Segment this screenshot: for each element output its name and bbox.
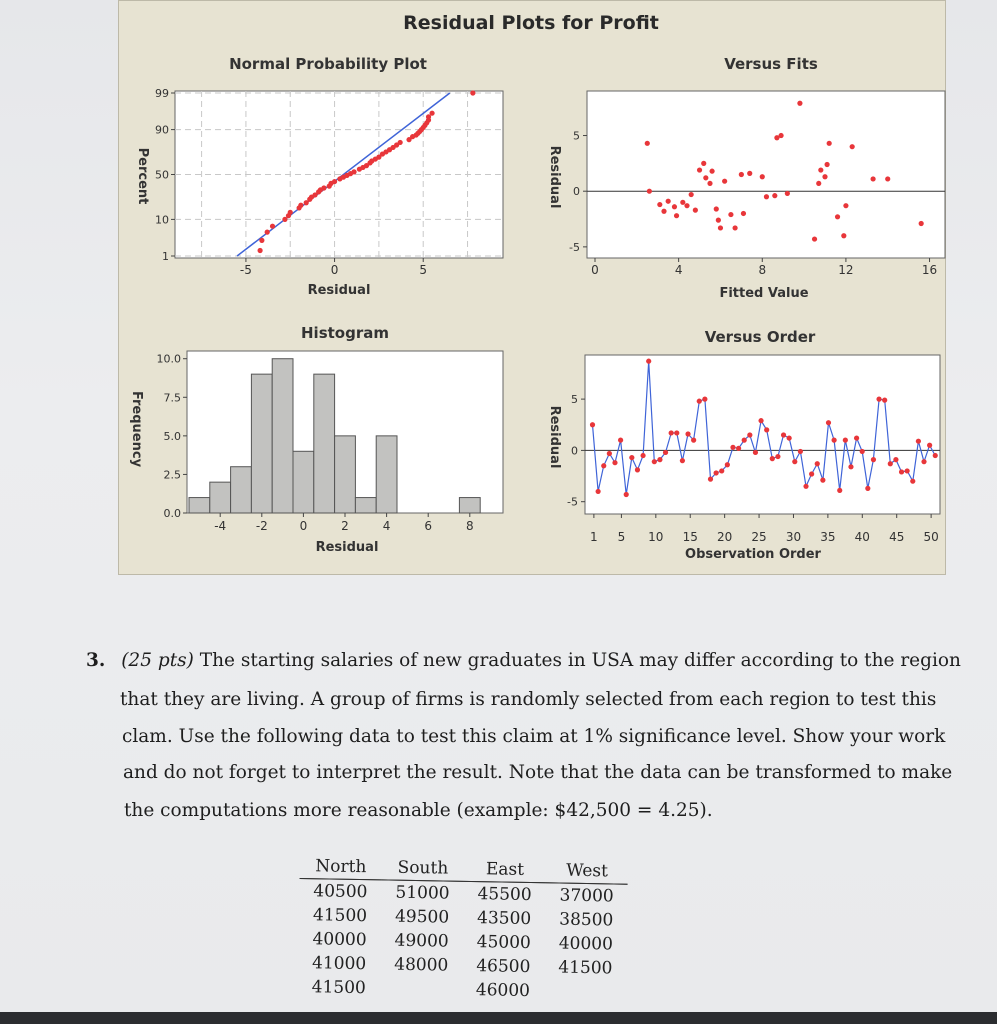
npp-title: Normal Probability Plot (229, 55, 427, 73)
fits-point (722, 179, 727, 184)
table-cell: 51000 (395, 882, 450, 904)
table-cell: 41500 (558, 957, 613, 979)
fits-ylabel: Residual (547, 145, 562, 209)
npp-xtick-label: -5 (239, 263, 252, 277)
figure-title: Residual Plots for Profit (403, 12, 659, 34)
residual-plots-svg (119, 1, 947, 576)
order-point (607, 451, 612, 456)
order-xtick-label: 30 (785, 530, 802, 544)
question-text-2: that they are living. A group of firms is randomly selected from each region to test this (120, 689, 937, 710)
order-point (669, 430, 674, 435)
fits-ytick-label: 5 (573, 129, 580, 143)
npp-point (288, 210, 293, 215)
fits-point (697, 167, 702, 172)
question-text-3: clam. Use the following data to test this claim at 1% significance level. Show your work (122, 726, 946, 747)
order-point (663, 450, 668, 455)
hist-ytick-label: 0.0 (163, 507, 181, 520)
order-point (882, 398, 887, 403)
fits-point (718, 225, 723, 230)
hist-ytick-label: 5.0 (163, 429, 181, 443)
fits-point (680, 200, 685, 205)
fits-point (672, 204, 677, 209)
question-line-1 (86, 650, 961, 671)
order-point (860, 449, 865, 454)
hist-ytick-label: 7.5 (163, 391, 181, 405)
order-plot-area (585, 355, 940, 514)
table-cell (544, 979, 627, 1004)
order-point (624, 492, 629, 497)
fits-point (785, 191, 790, 196)
order-point (708, 477, 713, 482)
order-point (674, 430, 679, 435)
order-point (742, 438, 747, 443)
fits-point (919, 221, 924, 226)
hist-bar (314, 374, 335, 513)
order-point (837, 488, 842, 493)
order-point (657, 457, 662, 462)
table-cell: 41000 (311, 953, 367, 975)
npp-xlabel: Residual (307, 283, 371, 298)
order-point (843, 438, 848, 443)
fits-point (885, 176, 890, 181)
npp-ytick-label: 50 (155, 168, 169, 182)
hist-xtick-label: 2 (341, 519, 349, 533)
fits-point (684, 203, 689, 208)
fits-point (827, 141, 832, 146)
fits-point (709, 169, 714, 174)
order-point (910, 479, 915, 484)
hist-xlabel: Residual (315, 540, 379, 555)
order-xtick-label: 10 (648, 530, 664, 544)
order-point (893, 457, 898, 462)
npp-point (332, 179, 337, 184)
npp-point (470, 90, 475, 95)
order-point (854, 435, 859, 440)
order-point (888, 461, 893, 466)
order-point (680, 458, 685, 463)
order-point (815, 461, 820, 466)
fits-ytick-label: -5 (569, 240, 580, 254)
npp-point (259, 238, 264, 243)
hist-xtick-label: 4 (382, 519, 391, 533)
hist-bar (189, 498, 210, 513)
table-cell: 40500 (313, 881, 368, 903)
npp-point (398, 140, 403, 145)
fits-point (661, 209, 666, 214)
fits-point (666, 199, 671, 204)
order-point (792, 459, 797, 464)
fits-point (714, 206, 719, 211)
order-point (691, 438, 696, 443)
npp-point (298, 203, 303, 208)
order-point (781, 432, 786, 437)
question-text-4: and do not forget to interpret the result. Note that the data can be transformed to make (123, 762, 953, 783)
fits-point (812, 236, 817, 241)
npp-ytick-label: 99 (155, 87, 169, 100)
fits-title: Versus Fits (724, 55, 818, 73)
order-point (927, 443, 932, 448)
order-point (798, 449, 803, 454)
order-xtick-label: 45 (889, 530, 905, 544)
order-point (697, 399, 702, 404)
table-cell: 49500 (394, 906, 450, 928)
npp-ylabel: Percent (135, 147, 150, 205)
fits-point (818, 167, 823, 172)
order-point (747, 432, 752, 437)
residual-plots-figure (118, 0, 946, 575)
order-point (590, 422, 595, 427)
fits-point (741, 211, 746, 216)
fits-point (645, 141, 650, 146)
question-text-1: The starting salaries of new graduates in USA may differ according to the region (199, 650, 961, 671)
table-header-east: East (464, 859, 546, 883)
order-point (809, 471, 814, 476)
fits-point (739, 172, 744, 177)
fits-point (701, 161, 706, 166)
hist-bar (293, 451, 314, 513)
order-point (803, 484, 808, 489)
table-cell: 45000 (476, 932, 531, 954)
npp-xtick-label: 5 (419, 263, 428, 277)
fits-point (772, 193, 777, 198)
hist-xtick-label: -4 (214, 519, 227, 533)
fits-point (732, 225, 737, 230)
table-header-north: North (300, 856, 382, 880)
npp-xtick-label: 0 (330, 263, 339, 277)
order-point (871, 457, 876, 462)
order-point (601, 463, 606, 468)
order-point (865, 486, 870, 491)
order-point (787, 435, 792, 440)
npp-point (351, 169, 356, 174)
npp-point (265, 230, 270, 235)
hist-bar (376, 436, 397, 513)
npp-point (321, 185, 326, 190)
order-point (876, 397, 881, 402)
npp-ytick-label: 90 (155, 123, 169, 137)
order-point (764, 427, 769, 432)
fits-xtick-label: 8 (758, 263, 767, 277)
order-ytick-label: 5 (571, 393, 578, 407)
question-text-5: the computations more reasonable (example: $42,500 = 4.25). (124, 800, 713, 821)
table-header-west: West (546, 860, 628, 884)
npp-point (258, 248, 263, 253)
order-title: Versus Order (704, 328, 816, 346)
hist-xtick-label: -2 (255, 519, 268, 533)
table-cell: 49000 (394, 930, 449, 952)
fits-xtick-label: 12 (838, 263, 854, 277)
order-xlabel: Observation Order (685, 547, 821, 562)
fits-point (647, 189, 652, 194)
order-point (725, 462, 730, 467)
npp-ytick-label: 10 (155, 213, 169, 227)
question-points: (25 pts) (121, 650, 194, 671)
order-point (899, 469, 904, 474)
fits-point (728, 212, 733, 217)
hist-bar (335, 436, 356, 513)
order-point (736, 446, 741, 451)
hist-xtick-label: 6 (424, 519, 433, 533)
fits-point (850, 144, 855, 149)
hist-bar (459, 498, 480, 513)
order-point (629, 455, 634, 460)
table-cell: 37000 (559, 885, 614, 907)
order-point (635, 467, 640, 472)
order-xtick-label: 25 (751, 530, 767, 544)
order-point (640, 453, 645, 458)
order-point (714, 470, 719, 475)
monitor-bezel (0, 1012, 997, 1024)
hist-bar (272, 359, 293, 513)
fits-point (816, 181, 821, 186)
npp-point (270, 224, 275, 229)
salary-table (298, 856, 629, 1005)
fits-point (870, 176, 875, 181)
fits-xtick-label: 4 (674, 263, 683, 277)
fits-point (707, 181, 712, 186)
order-point (770, 456, 775, 461)
fits-point (689, 192, 694, 197)
order-point (826, 420, 831, 425)
fits-point (760, 174, 765, 179)
order-point (646, 359, 651, 364)
fits-point (703, 175, 708, 180)
fits-point (693, 208, 698, 213)
hist-ytick-label: 2.5 (163, 468, 181, 482)
hist-bar (231, 467, 252, 513)
order-point (921, 459, 926, 464)
order-point (702, 397, 707, 402)
fits-point (674, 213, 679, 218)
fits-point (835, 214, 840, 219)
hist-title: Histogram (301, 324, 389, 342)
hist-ytick-label: 10.0 (156, 352, 181, 366)
table-cell: 46500 (476, 956, 531, 978)
table-cell: 45500 (477, 884, 532, 906)
table-cell: 40000 (312, 929, 367, 951)
question-number: 3. (86, 650, 106, 671)
hist-bar (251, 374, 272, 513)
fits-point (764, 194, 769, 199)
fits-point (778, 133, 783, 138)
fits-point (657, 202, 662, 207)
order-ytick-label: 0 (571, 444, 578, 458)
order-point (652, 459, 657, 464)
order-point (820, 478, 825, 483)
order-xtick-label: 20 (717, 530, 733, 544)
fits-point (797, 101, 802, 106)
table-cell: 40000 (558, 933, 614, 955)
hist-bar (210, 482, 231, 513)
fits-point (716, 218, 721, 223)
order-point (933, 453, 938, 458)
fits-plot-area (587, 91, 945, 258)
order-xtick-label: 50 (923, 530, 939, 544)
table-cell: 41500 (311, 977, 366, 999)
table-cell: 46000 (475, 980, 531, 1002)
order-xtick-label: 1 (590, 530, 598, 544)
fits-xlabel: Fitted Value (719, 286, 809, 301)
order-point (753, 450, 758, 455)
table-cell (380, 976, 463, 1001)
fits-point (747, 171, 752, 176)
order-point (685, 431, 690, 436)
fits-point (824, 162, 829, 167)
fits-point (822, 174, 827, 179)
order-point (758, 418, 763, 423)
order-point (730, 445, 735, 450)
order-point (775, 454, 780, 459)
order-xtick-label: 15 (682, 530, 698, 544)
hist-bar (355, 498, 376, 513)
order-xtick-label: 40 (854, 530, 870, 544)
hist-xtick-label: 8 (465, 519, 474, 533)
fits-xtick-label: 16 (921, 263, 938, 277)
fits-ytick-label: 0 (573, 185, 580, 199)
order-point (848, 464, 853, 469)
fits-xtick-label: 0 (591, 263, 599, 277)
table-cell: 43500 (476, 908, 532, 930)
order-xtick-label: 5 (617, 530, 626, 544)
order-point (618, 438, 623, 443)
npp-ytick-label: 1 (162, 250, 169, 263)
order-ylabel: Residual (547, 405, 562, 469)
order-ytick-label: -5 (567, 495, 578, 509)
order-point (596, 489, 601, 494)
table-row (298, 975, 627, 1005)
order-xtick-label: 35 (820, 530, 836, 544)
hist-xtick-label: 0 (299, 519, 308, 533)
table-cell: 38500 (559, 909, 614, 931)
table-cell: 41500 (312, 905, 368, 927)
fits-point (841, 233, 846, 238)
npp-point (429, 111, 434, 116)
hist-ylabel: Frequency (129, 390, 144, 468)
table-cell: 48000 (394, 954, 449, 976)
table-header-south: South (382, 857, 464, 881)
order-point (916, 439, 921, 444)
order-point (719, 468, 724, 473)
fits-point (843, 203, 848, 208)
order-point (905, 468, 910, 473)
order-point (832, 438, 837, 443)
order-point (612, 460, 617, 465)
